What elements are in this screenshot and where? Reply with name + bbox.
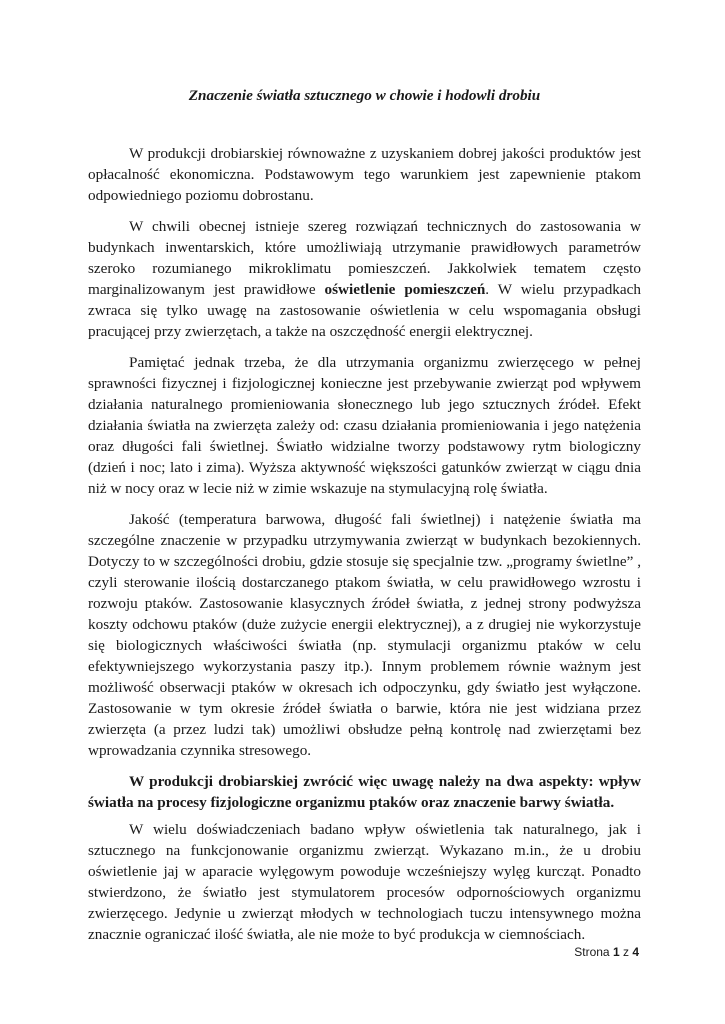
paragraph-light-quality: Jakość (temperatura barwowa, długość fali świetlnej) i natężenie światła ma szczególne znaczenie w przypadku utrzymywania zwierząt w budynkach bezokiennych. Dotyczy to w szczególności drobiu, gdzie stosuje się specjalnie tzw. „programy świetlne” , czyli sterowanie ilością dostarczanego ptakom światła, w celu prawidłowego wzrostu i rozwoju ptaków. Zastosowanie klasycznych źródeł światła, z jednej strony podwyższa koszty odchowu ptaków (duże zużycie energii elektrycznej), a z drugiej nie wykorzystuje się biologicznych właściwości światła (np. stymulacji organizmu ptaków w celu efektywniejszego wykorzystania paszy itp.). Innym problemem równie ważnym jest możliwość obserwacji ptaków w okresach ich odpoczynku, gdy światło jest wyłączone. Zastosowanie w tym okresie źródeł światła o barwie, która nie jest widziana przez zwierzęta (a przez ludzi tak) umożliwi obsłudze pełną kontrolę nad zwierzętami bez wprowadzania czynnika stresowego.	[88, 511, 641, 759]
paragraph-technical-solutions	[88, 216, 641, 342]
paragraph-intro: W produkcji drobiarskiej równoważne z uzyskaniem dobrej jakości produktów jest opłacalność ekonomiczna. Podstawowym tego warunkiem jest zapewnienie ptakom odpowiedniego poziomu dobrostanu.	[88, 145, 641, 204]
paragraph-experiments: W wielu doświadczeniach badano wpływ oświetlenia tak naturalnego, jak i sztucznego na funkcjonowanie organizmu zwierząt. Wykazano m.in., że u drobiu oświetlenie jaj w aparacie wylęgowym powoduje wcześniejszy wylęg kurcząt. Ponadto stwierdzono, że światło jest stymulatorem procesów odpornościowych organizmu zwierzęcego. Jedynie u zwierząt młodych w technologiach tuczu intensywnego można znacznie ograniczać ilość światła, ale nie może to być produkcja w ciemnościach.	[88, 821, 641, 943]
page-number-footer	[574, 945, 639, 959]
paragraph-text: . W wielu przypadkach zwraca się tylko uwagę na zastosowanie oświetlenia w celu wspomagania obsługi pracującej przy zwierzętach, a także na oszczędność energii elektrycznej.	[88, 281, 641, 340]
document-body	[88, 143, 641, 955]
paragraph-biological-rhythm: Pamiętać jednak trzeba, że dla utrzymania organizmu zwierzęcego w pełnej sprawności fizycznej i fizjologicznej konieczne jest przebywanie zwierząt pod wpływem działania naturalnego promieniowania słonecznego lub jego sztucznych źródeł. Efekt działania światła na zwierzęta zależy od: czasu działania promieniowania i jego natężenia oraz długości fali świetlnej. Światło widzialne tworzy podstawowy rytm biologiczny (dzień i noc; lato i zima). Wyższa aktywność większości gatunków zwierząt w ciągu dnia niż w nocy oraz w lecie niż w zimie wskazuje na stymulacyjną rolę światła.	[88, 354, 641, 497]
page-separator: z	[622, 945, 629, 959]
page-label: Strona	[574, 945, 610, 959]
total-pages-number: 4	[632, 945, 639, 959]
paragraph-key-aspects: W produkcji drobiarskiej zwrócić więc uwagę należy na dwa aspekty: wpływ światła na procesy fizjologiczne organizmu ptaków oraz znaczenie barwy światła.	[88, 773, 641, 811]
paragraph-text: W chwili obecnej istnieje szereg rozwiązań technicznych do zastosowania w budynkach inwentarskich, które umożliwiają utrzymanie prawidłowych parametrów szeroko rozumianego mikroklimatu pomieszczeń. Jakkolwiek tematem często marginalizowanym jest prawidłowe	[88, 218, 641, 298]
current-page-number: 1	[612, 945, 620, 959]
document-title: Znaczenie światła sztucznego w chowie i hodowli drobiu	[188, 87, 541, 104]
emphasis-lighting: oświetlenie pomieszczeń	[324, 281, 486, 298]
